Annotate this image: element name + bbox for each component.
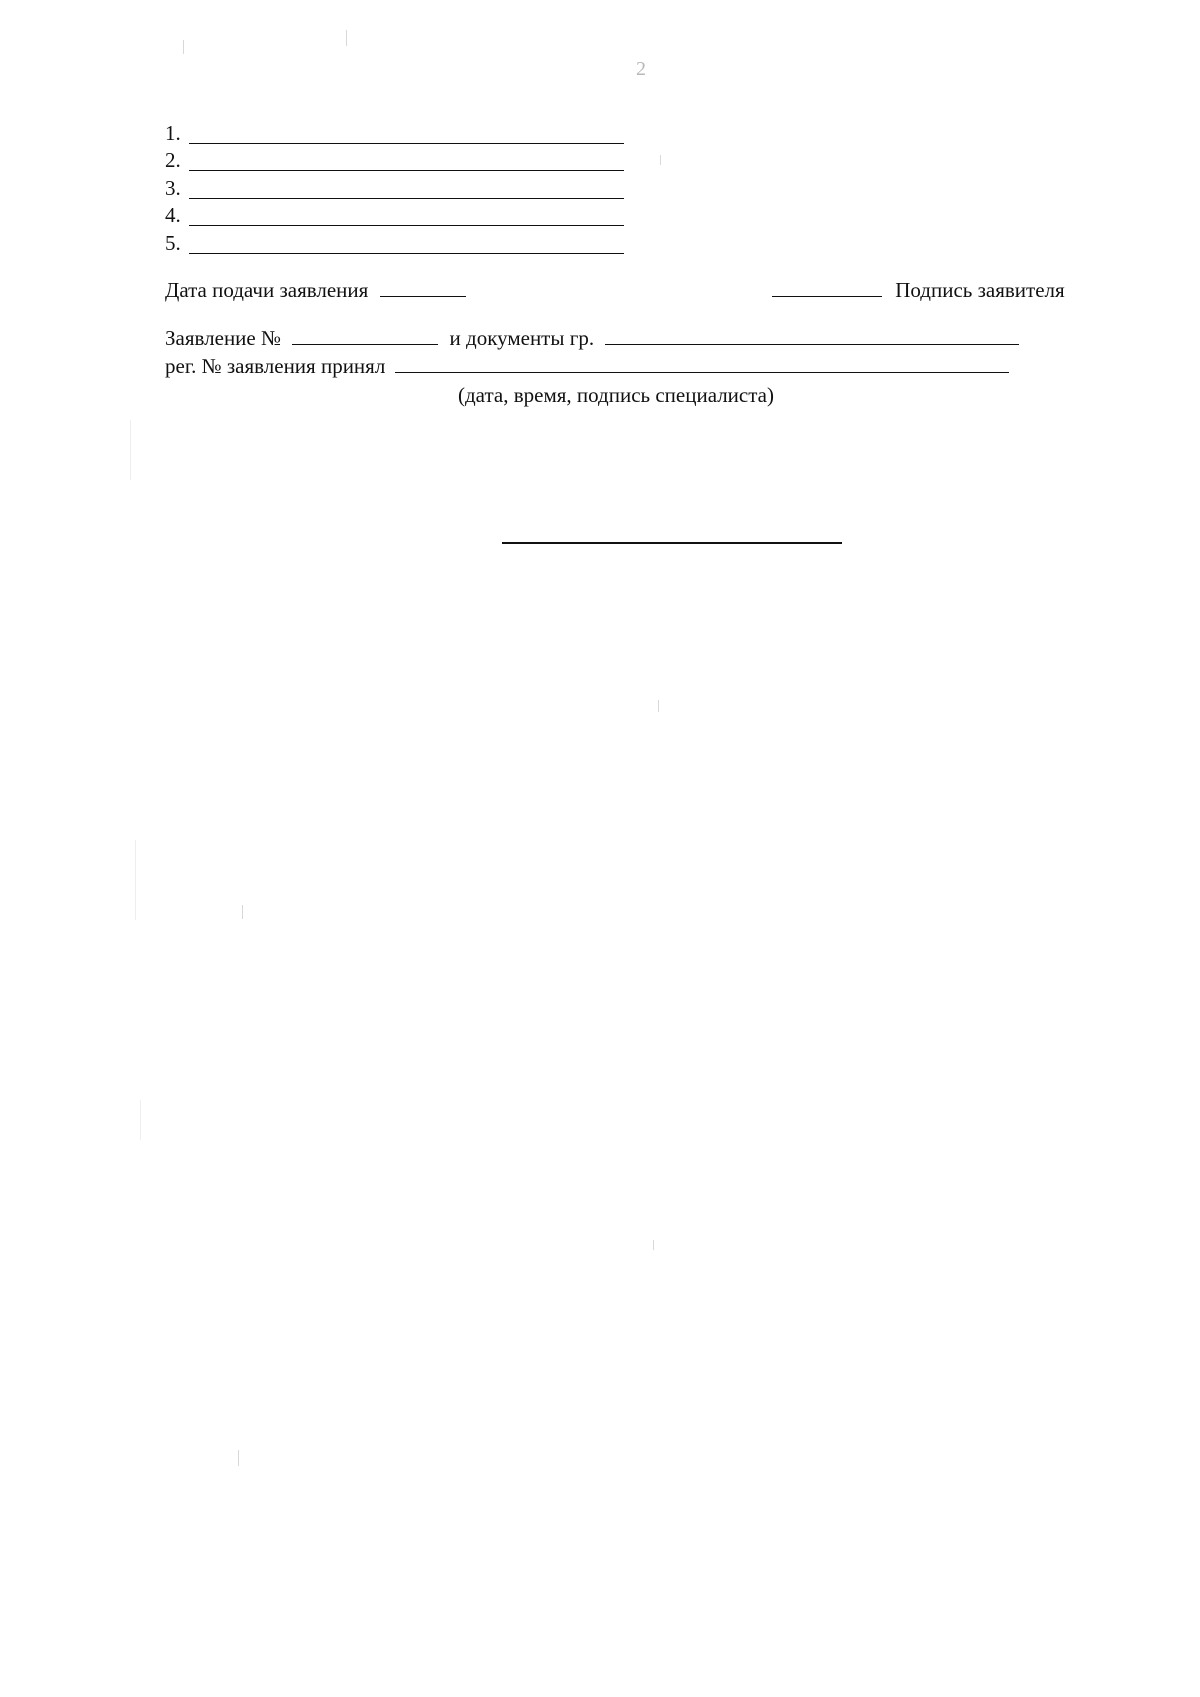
end-rule <box>502 542 842 544</box>
scan-artifact <box>660 155 661 165</box>
blank-line <box>189 236 624 254</box>
application-number-label: Заявление № <box>165 326 282 350</box>
list-item-number: 2. <box>165 148 181 172</box>
applicant-signature-row <box>772 278 1065 302</box>
list-item <box>165 144 624 172</box>
numbered-blank-list <box>165 116 624 254</box>
page-number: 2 <box>636 58 646 80</box>
registration-label: рег. № заявления принял <box>165 354 386 378</box>
scan-artifact <box>130 420 131 480</box>
scan-artifact <box>658 700 659 712</box>
scan-artifact <box>183 40 184 54</box>
registration-row <box>165 354 1009 378</box>
scan-artifact <box>238 1450 239 1466</box>
submission-date-blank <box>380 278 466 297</box>
list-item-number: 4. <box>165 203 181 227</box>
list-item-number: 1. <box>165 120 181 145</box>
blank-line <box>189 153 624 171</box>
scan-artifact <box>135 840 136 920</box>
applicant-signature-label: Подпись заявителя <box>895 278 1065 302</box>
blank-line <box>189 126 624 144</box>
applicant-signature-blank <box>772 278 882 297</box>
list-item <box>165 199 624 227</box>
application-number-row <box>165 326 1019 350</box>
list-item <box>165 116 624 144</box>
list-item <box>165 226 624 254</box>
submission-date-row <box>165 278 466 302</box>
scan-artifact <box>140 1100 141 1140</box>
specialist-signature-caption: (дата, время, подпись специалиста) <box>458 383 774 407</box>
applicant-name-blank <box>605 326 1019 345</box>
submission-date-label: Дата подачи заявления <box>165 278 369 302</box>
registration-blank <box>395 354 1009 373</box>
blank-line <box>189 181 624 199</box>
list-item <box>165 171 624 199</box>
scan-artifact <box>346 30 347 46</box>
scan-artifact <box>653 1240 654 1250</box>
blank-line <box>189 208 624 226</box>
list-item-number: 3. <box>165 175 181 200</box>
scan-artifact <box>242 905 243 919</box>
documents-label: и документы гр. <box>449 326 595 350</box>
application-number-blank <box>292 326 438 345</box>
list-item-number: 5. <box>165 230 181 255</box>
